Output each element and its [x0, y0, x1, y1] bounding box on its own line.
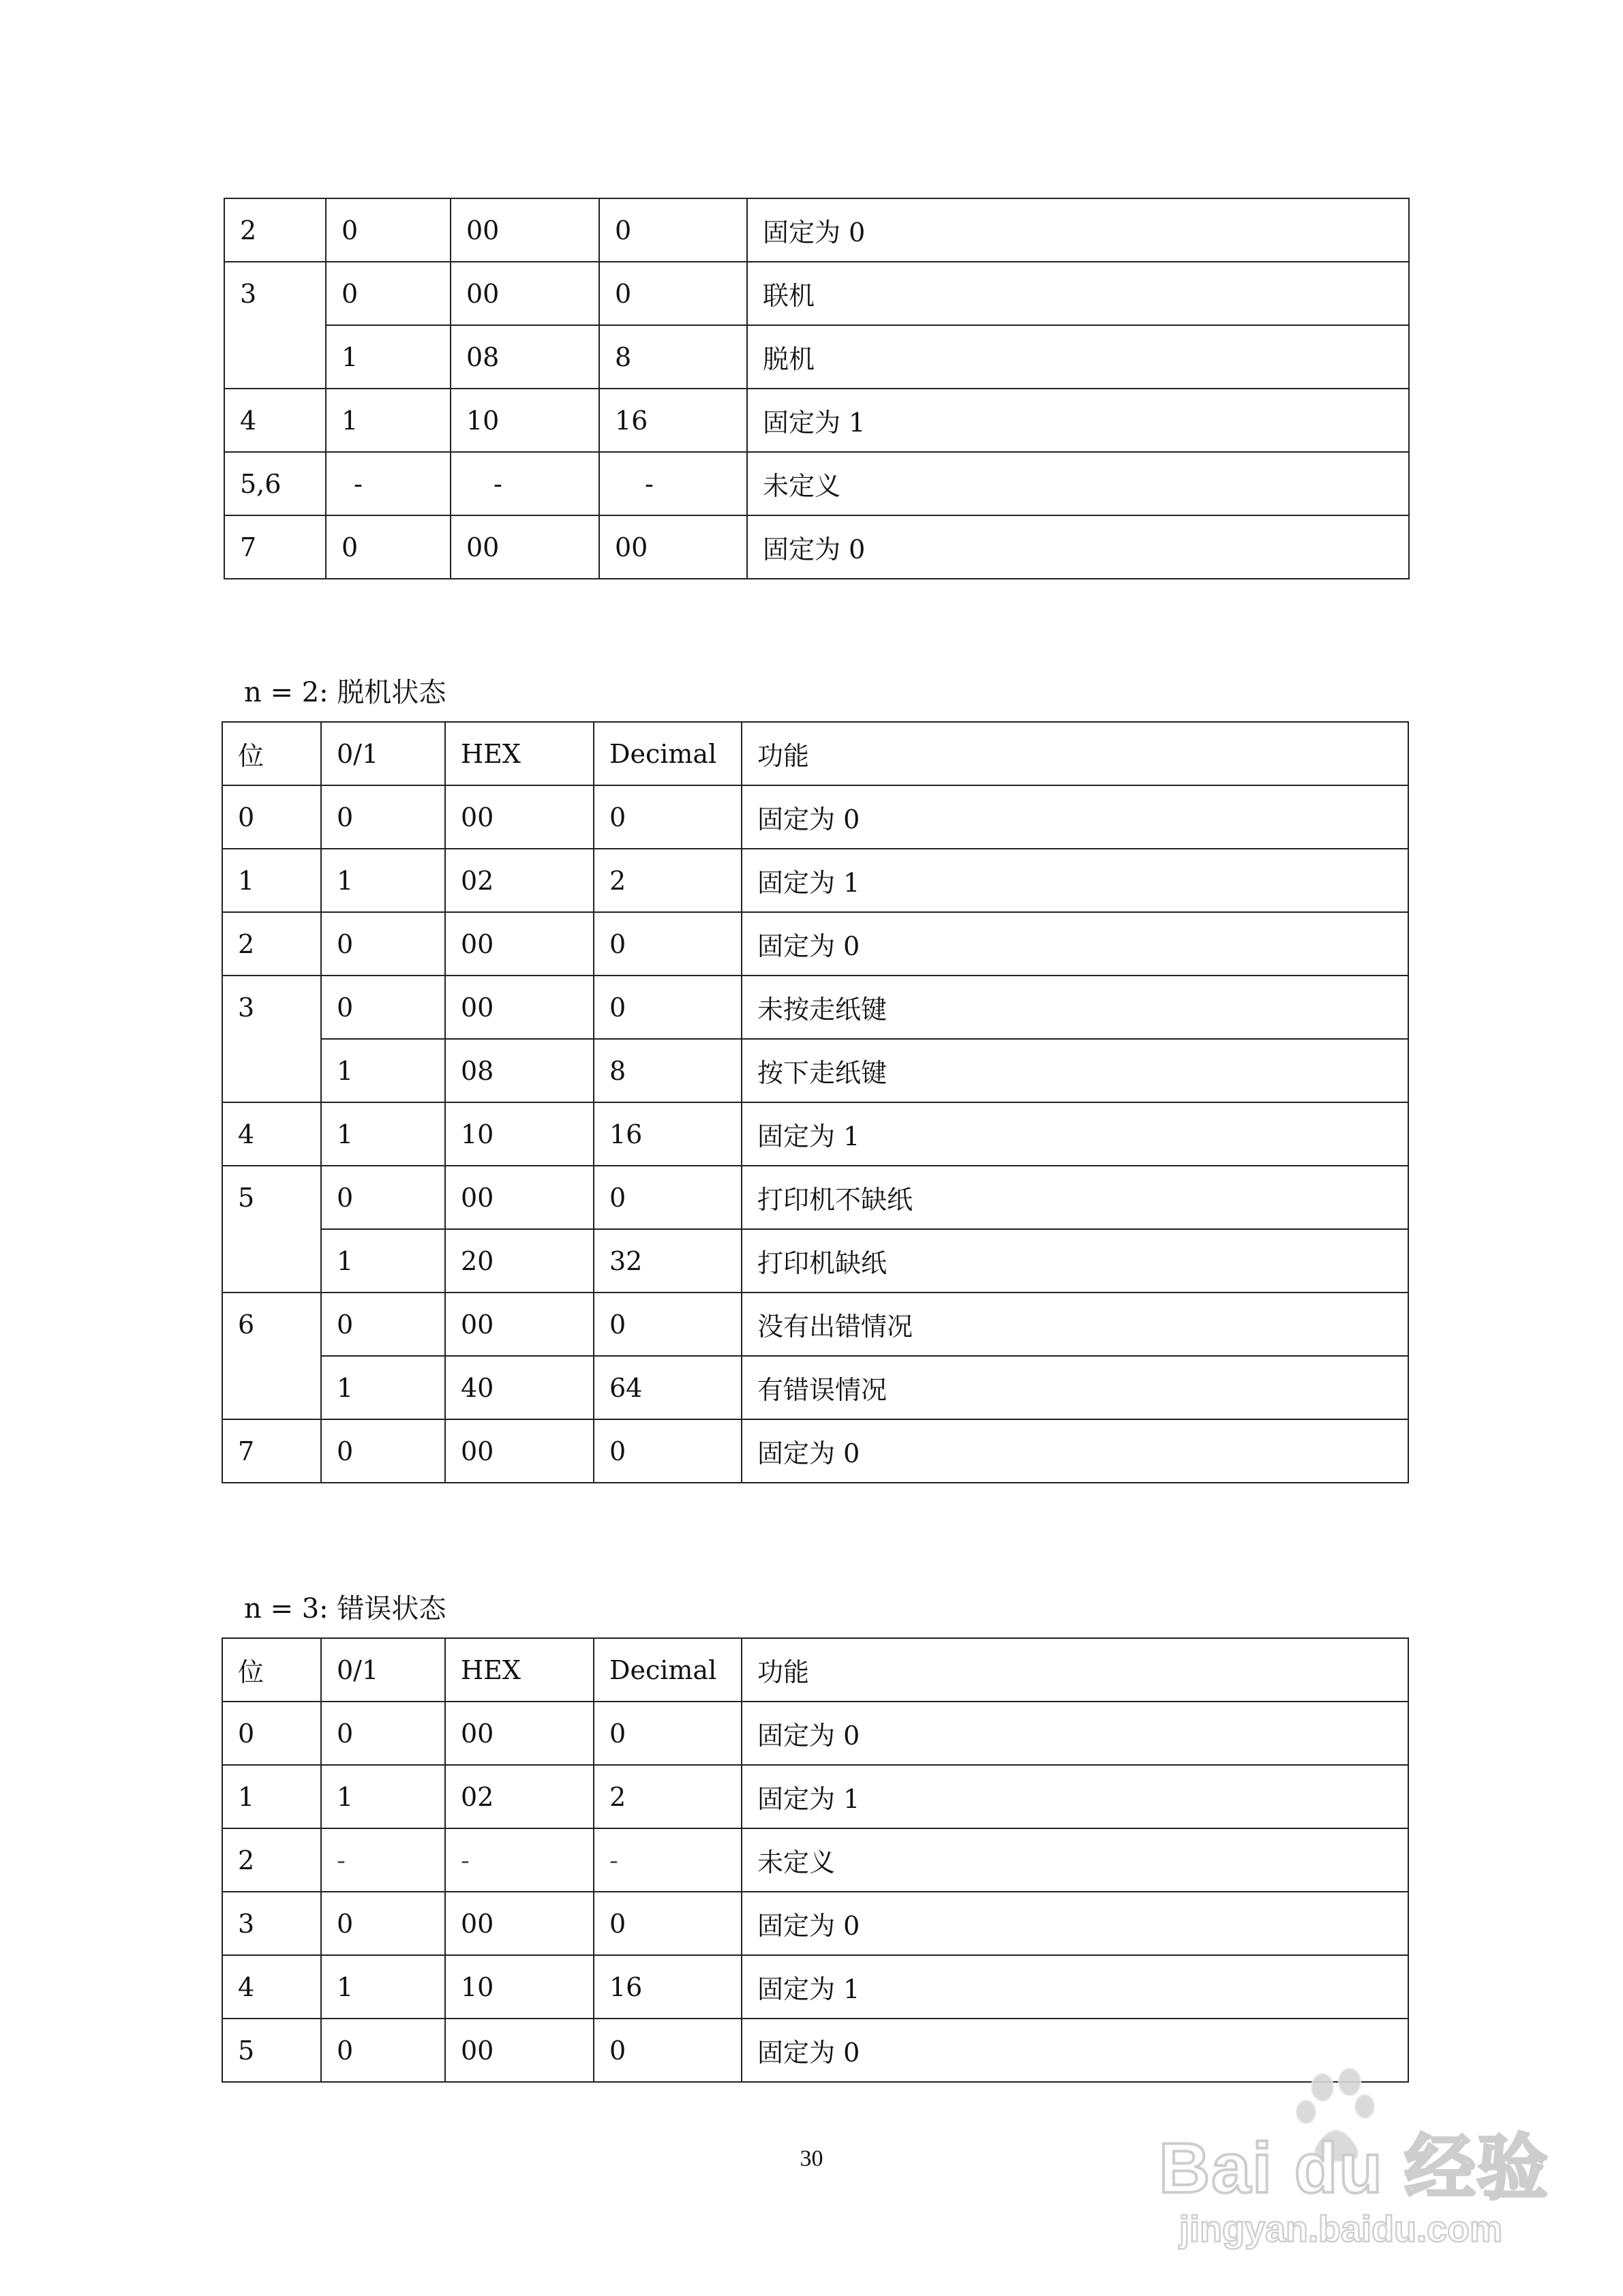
cell-function: 脱机 [747, 325, 1409, 389]
cell-value: 0 [326, 198, 451, 262]
cell-hex: 20 [445, 1229, 594, 1293]
header-decimal: Decimal [594, 722, 742, 785]
cell-value: - [321, 1828, 445, 1892]
cell-hex: 08 [445, 1039, 594, 1102]
table-row [222, 912, 1408, 976]
cell-value: 1 [326, 389, 451, 452]
section-caption-error-status: n = 3: 错误状态 [244, 1593, 446, 1625]
table-row [224, 389, 1409, 452]
cell-function: 有错误情况 [742, 1356, 1408, 1419]
cell-bit: 7 [222, 1419, 321, 1483]
cell-decimal: 0 [594, 1892, 742, 1955]
table-header-row [222, 722, 1408, 785]
cell-bit: 0 [222, 1702, 321, 1765]
cell-hex: 00 [445, 2019, 594, 2082]
table-row [222, 1765, 1408, 1828]
table-row [224, 198, 1409, 262]
cell-function: 按下走纸键 [742, 1039, 1408, 1102]
cell-function: 没有出错情况 [742, 1293, 1408, 1356]
cell-decimal: 16 [594, 1102, 742, 1166]
cell-hex: 00 [445, 1166, 594, 1229]
page-number: 30 [800, 2146, 823, 2171]
cell-decimal: - [594, 1828, 742, 1892]
table-row [222, 1828, 1408, 1892]
header-hex: HEX [445, 722, 594, 785]
cell-hex: 00 [445, 1419, 594, 1483]
cell-value: 0 [321, 912, 445, 976]
cell-value: 1 [326, 325, 451, 389]
cell-value: 0 [321, 1293, 445, 1356]
cell-bit: 2 [222, 912, 321, 976]
cell-function: 固定为 1 [742, 1765, 1408, 1828]
cell-function: 固定为 0 [742, 912, 1408, 976]
header-function: 功能 [742, 1638, 1408, 1702]
header-hex: HEX [445, 1638, 594, 1702]
cell-function: 未定义 [742, 1828, 1408, 1892]
cell-value: 1 [321, 1765, 445, 1828]
header-bit: 位 [222, 722, 321, 785]
table-row [224, 325, 1409, 389]
cell-decimal: 32 [594, 1229, 742, 1293]
table-row [222, 1229, 1408, 1293]
table-row [222, 1892, 1408, 1955]
cell-hex: 00 [445, 1293, 594, 1356]
cell-decimal: 64 [594, 1356, 742, 1419]
table-row [222, 1955, 1408, 2019]
cell-decimal: 0 [594, 1293, 742, 1356]
cell-bit: 6 [222, 1293, 321, 1419]
cell-decimal: 16 [594, 1955, 742, 2019]
cell-hex: 10 [451, 389, 599, 452]
cell-decimal: 8 [594, 1039, 742, 1102]
cell-decimal: 0 [599, 198, 747, 262]
cell-hex: - [451, 452, 599, 515]
cell-decimal: 0 [594, 976, 742, 1039]
cell-function: 固定为 0 [742, 1419, 1408, 1483]
cell-value: 1 [321, 1955, 445, 2019]
cell-decimal: 8 [599, 325, 747, 389]
cell-decimal: 0 [594, 1702, 742, 1765]
header-decimal: Decimal [594, 1638, 742, 1702]
header-value: 0/1 [321, 1638, 445, 1702]
cell-function: 固定为 0 [742, 1702, 1408, 1765]
status-table-1 [224, 198, 1410, 579]
cell-hex: 00 [445, 912, 594, 976]
cell-function: 打印机不缺纸 [742, 1166, 1408, 1229]
watermark-logo-text: Bai du 经验 [1159, 2129, 1549, 2208]
table-row [222, 1293, 1408, 1356]
table-row [224, 515, 1409, 579]
status-table-3 [222, 1637, 1409, 2083]
table-row [224, 452, 1409, 515]
cell-value: 0 [321, 2019, 445, 2082]
cell-hex: 02 [445, 1765, 594, 1828]
cell-value: 0 [321, 1892, 445, 1955]
cell-hex: 02 [445, 849, 594, 912]
cell-hex: 00 [445, 1892, 594, 1955]
status-table-2 [222, 721, 1409, 1483]
cell-decimal: 16 [599, 389, 747, 452]
cell-bit: 5,6 [224, 452, 326, 515]
cell-value: 0 [321, 1166, 445, 1229]
cell-decimal: - [599, 452, 747, 515]
cell-hex: 00 [445, 1702, 594, 1765]
baidu-jingyan-watermark [1152, 2059, 1588, 2263]
header-value: 0/1 [321, 722, 445, 785]
cell-value: 0 [321, 976, 445, 1039]
table-row [222, 1102, 1408, 1166]
cell-decimal: 0 [594, 2019, 742, 2082]
table-row [222, 1039, 1408, 1102]
cell-function: 固定为 1 [747, 389, 1409, 452]
cell-function: 固定为 0 [747, 515, 1409, 579]
cell-bit: 3 [222, 976, 321, 1102]
cell-function: 固定为 1 [742, 849, 1408, 912]
cell-value: 1 [321, 1356, 445, 1419]
cell-decimal: 0 [599, 262, 747, 325]
header-bit: 位 [222, 1638, 321, 1702]
cell-decimal: 2 [594, 1765, 742, 1828]
table-row [222, 976, 1408, 1039]
cell-bit: 3 [222, 1892, 321, 1955]
cell-hex: 00 [451, 262, 599, 325]
cell-bit: 4 [222, 1955, 321, 2019]
cell-bit: 5 [222, 2019, 321, 2082]
cell-bit: 2 [224, 198, 326, 262]
cell-decimal: 0 [594, 1166, 742, 1229]
cell-hex: 08 [451, 325, 599, 389]
watermark-url-text: jingyan.baidu.com [1179, 2209, 1503, 2250]
cell-hex: 00 [445, 785, 594, 849]
cell-function: 固定为 0 [742, 2019, 1408, 2082]
cell-value: 0 [321, 1419, 445, 1483]
cell-function: 固定为 0 [747, 198, 1409, 262]
cell-value: 1 [321, 849, 445, 912]
table-row [222, 1356, 1408, 1419]
header-function: 功能 [742, 722, 1408, 785]
cell-value: - [326, 452, 451, 515]
cell-decimal: 2 [594, 849, 742, 912]
cell-value: 1 [321, 1102, 445, 1166]
cell-hex: 10 [445, 1102, 594, 1166]
table-row [222, 785, 1408, 849]
cell-bit: 0 [222, 785, 321, 849]
cell-bit: 1 [222, 1765, 321, 1828]
cell-function: 未按走纸键 [742, 976, 1408, 1039]
cell-bit: 1 [222, 849, 321, 912]
cell-decimal: 0 [594, 785, 742, 849]
cell-function: 未定义 [747, 452, 1409, 515]
cell-function: 联机 [747, 262, 1409, 325]
cell-value: 1 [321, 1229, 445, 1293]
cell-hex: 00 [451, 198, 599, 262]
cell-bit: 5 [222, 1166, 321, 1293]
cell-hex: 00 [451, 515, 599, 579]
cell-function: 固定为 0 [742, 1892, 1408, 1955]
cell-decimal: 0 [594, 912, 742, 976]
cell-bit: 7 [224, 515, 326, 579]
cell-value: 0 [321, 785, 445, 849]
cell-hex: 00 [445, 976, 594, 1039]
cell-value: 0 [326, 515, 451, 579]
cell-function: 固定为 1 [742, 1955, 1408, 2019]
table-row [222, 1166, 1408, 1229]
cell-hex: - [445, 1828, 594, 1892]
cell-value: 0 [321, 1702, 445, 1765]
cell-bit: 3 [224, 262, 326, 389]
cell-bit: 2 [222, 1828, 321, 1892]
table-row [222, 1419, 1408, 1483]
section-caption-offline-status: n = 2: 脱机状态 [244, 677, 446, 708]
cell-decimal: 0 [594, 1419, 742, 1483]
table-row [222, 1702, 1408, 1765]
table-header-row [222, 1638, 1408, 1702]
cell-bit: 4 [224, 389, 326, 452]
cell-decimal: 00 [599, 515, 747, 579]
cell-hex: 40 [445, 1356, 594, 1419]
cell-value: 1 [321, 1039, 445, 1102]
cell-function: 打印机缺纸 [742, 1229, 1408, 1293]
cell-hex: 10 [445, 1955, 594, 2019]
cell-function: 固定为 1 [742, 1102, 1408, 1166]
cell-bit: 4 [222, 1102, 321, 1166]
cell-function: 固定为 0 [742, 785, 1408, 849]
table-row [224, 262, 1409, 325]
table-row [222, 849, 1408, 912]
cell-value: 0 [326, 262, 451, 325]
